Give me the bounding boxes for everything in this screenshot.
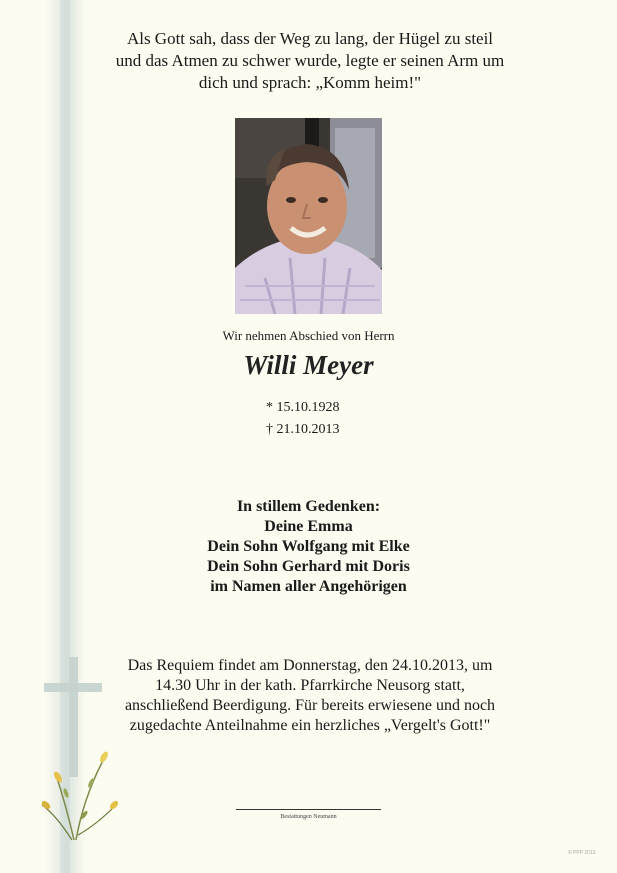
funeral-home-name: Bestattungen Neumann: [280, 814, 337, 820]
signature-line: [236, 809, 381, 810]
copyright-mark: © PPP 2013: [568, 850, 596, 856]
requiem-notice: [95, 656, 525, 736]
portrait-image: [235, 118, 382, 314]
memory-line: Dein Sohn Wolfgang mit Elke: [207, 538, 410, 555]
birth-date: * 15.10.1928: [266, 400, 340, 415]
memory-line: In stillem Gedenken:: [236, 498, 381, 515]
memory-line: im Namen aller Angehörigen: [210, 578, 407, 595]
life-dates: [266, 397, 340, 441]
requiem-line: Das Requiem findet am Donnerstag, den 24.10.2013, um: [127, 657, 493, 674]
requiem-line: 14.30 Uhr in der kath. Pfarrkirche Neusorg statt,: [155, 677, 465, 694]
requiem-line: anschließend Beerdigung. Für bereits erwiesene und noch: [124, 697, 496, 714]
memory-line: Dein Sohn Gerhard mit Doris: [207, 558, 410, 575]
requiem-line: zugedachte Anteilnahme ein herzliches „Vergelt's Gott!": [129, 717, 491, 734]
verse-block: [95, 28, 525, 94]
memory-line: Deine Emma: [264, 518, 353, 535]
memorial-signatories: [0, 497, 617, 597]
verse-line: dich und sprach: „Komm heim!": [198, 73, 422, 92]
deceased-name: Willi Meyer: [243, 350, 374, 380]
verse-line: und das Atmen zu schwer wurde, legte er seinen Arm um: [115, 51, 505, 70]
farewell-text: Wir nehmen Abschied von Herrn: [222, 328, 395, 343]
death-date: † 21.10.2013: [266, 422, 340, 437]
verse-line: Als Gott sah, dass der Weg zu lang, der Hügel zu steil: [126, 29, 494, 48]
portrait-photo: [235, 118, 382, 314]
